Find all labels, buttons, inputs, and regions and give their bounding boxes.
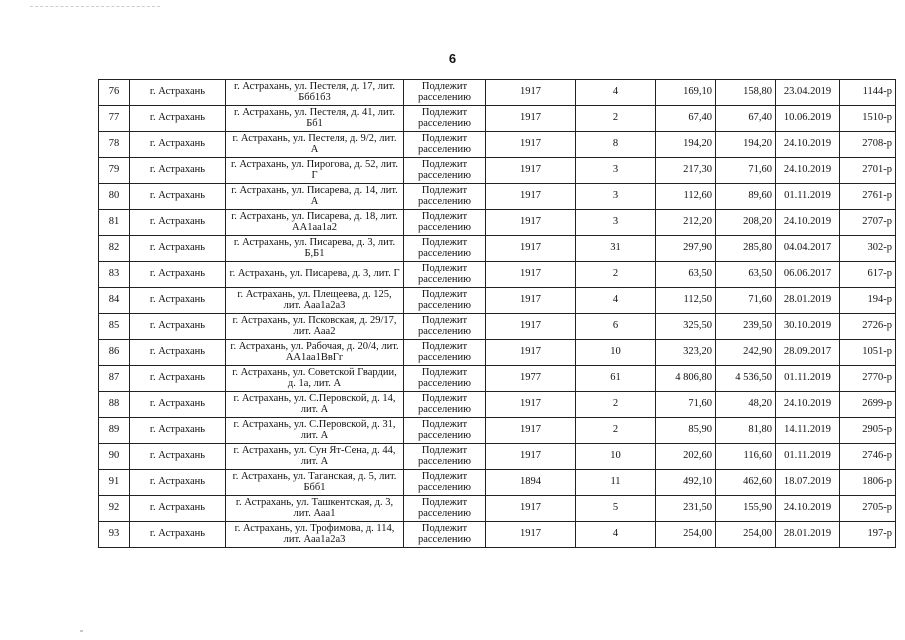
address-cell: г. Астрахань, ул. Писарева, д. 18, лит. АА1аа1а2 bbox=[226, 210, 404, 236]
row-number: 88 bbox=[99, 392, 130, 418]
decision-date-cell: 24.10.2019 bbox=[776, 158, 840, 184]
order-number-cell: 2905-р bbox=[840, 418, 896, 444]
scan-artifact bbox=[30, 6, 160, 10]
living-area-cell: 155,90 bbox=[716, 496, 776, 522]
total-area-cell: 202,60 bbox=[656, 444, 716, 470]
decision-date-cell: 28.09.2017 bbox=[776, 340, 840, 366]
living-area-cell: 63,50 bbox=[716, 262, 776, 288]
status-cell: Подлежит расселению bbox=[404, 132, 486, 158]
decision-date-cell: 24.10.2019 bbox=[776, 496, 840, 522]
row-number: 89 bbox=[99, 418, 130, 444]
city-cell: г. Астрахань bbox=[130, 392, 226, 418]
order-number-cell: 2699-р bbox=[840, 392, 896, 418]
row-number: 80 bbox=[99, 184, 130, 210]
table-row bbox=[99, 366, 896, 392]
order-number-cell: 1144-р bbox=[840, 80, 896, 106]
address-cell: г. Астрахань, ул. Пирогова, д. 52, лит. Г bbox=[226, 158, 404, 184]
decision-date-cell: 28.01.2019 bbox=[776, 288, 840, 314]
living-area-cell: 239,50 bbox=[716, 314, 776, 340]
address-cell: г. Астрахань, ул. Пестеля, д. 41, лит. Бб1 bbox=[226, 106, 404, 132]
living-area-cell: 67,40 bbox=[716, 106, 776, 132]
address-cell: г. Астрахань, ул. Пестеля, д. 9/2, лит. А bbox=[226, 132, 404, 158]
row-number: 79 bbox=[99, 158, 130, 184]
residents-count-cell: 2 bbox=[576, 392, 656, 418]
table-row bbox=[99, 132, 896, 158]
table-row bbox=[99, 158, 896, 184]
decision-date-cell: 24.10.2019 bbox=[776, 392, 840, 418]
residents-count-cell: 2 bbox=[576, 106, 656, 132]
residents-count-cell: 4 bbox=[576, 288, 656, 314]
total-area-cell: 323,20 bbox=[656, 340, 716, 366]
decision-date-cell: 01.11.2019 bbox=[776, 366, 840, 392]
row-number: 78 bbox=[99, 132, 130, 158]
row-number: 90 bbox=[99, 444, 130, 470]
year-built-cell: 1917 bbox=[486, 418, 576, 444]
address-cell: г. Астрахань, ул. С.Перовской, д. 31, лит. А bbox=[226, 418, 404, 444]
row-number: 85 bbox=[99, 314, 130, 340]
city-cell: г. Астрахань bbox=[130, 496, 226, 522]
city-cell: г. Астрахань bbox=[130, 288, 226, 314]
total-area-cell: 212,20 bbox=[656, 210, 716, 236]
total-area-cell: 254,00 bbox=[656, 522, 716, 548]
decision-date-cell: 04.04.2017 bbox=[776, 236, 840, 262]
residents-count-cell: 31 bbox=[576, 236, 656, 262]
total-area-cell: 67,40 bbox=[656, 106, 716, 132]
table-row bbox=[99, 444, 896, 470]
city-cell: г. Астрахань bbox=[130, 236, 226, 262]
residents-count-cell: 4 bbox=[576, 522, 656, 548]
row-number: 82 bbox=[99, 236, 130, 262]
row-number: 91 bbox=[99, 470, 130, 496]
order-number-cell: 2746-р bbox=[840, 444, 896, 470]
living-area-cell: 89,60 bbox=[716, 184, 776, 210]
address-cell: г. Астрахань, ул. Плещеева, д. 125, лит. Ааа1а2а3 bbox=[226, 288, 404, 314]
table-row bbox=[99, 418, 896, 444]
living-area-cell: 71,60 bbox=[716, 158, 776, 184]
table-row bbox=[99, 340, 896, 366]
total-area-cell: 112,50 bbox=[656, 288, 716, 314]
address-cell: г. Астрахань, ул. Пестеля, д. 17, лит. Ббб1б3 bbox=[226, 80, 404, 106]
table-row bbox=[99, 288, 896, 314]
residents-count-cell: 3 bbox=[576, 184, 656, 210]
table-row bbox=[99, 496, 896, 522]
status-cell: Подлежит расселению bbox=[404, 236, 486, 262]
total-area-cell: 194,20 bbox=[656, 132, 716, 158]
row-number: 92 bbox=[99, 496, 130, 522]
living-area-cell: 158,80 bbox=[716, 80, 776, 106]
living-area-cell: 242,90 bbox=[716, 340, 776, 366]
row-number: 93 bbox=[99, 522, 130, 548]
residents-count-cell: 3 bbox=[576, 158, 656, 184]
address-cell: г. Астрахань, ул. Писарева, д. 3, лит. Г bbox=[226, 262, 404, 288]
decision-date-cell: 23.04.2019 bbox=[776, 80, 840, 106]
address-cell: г. Астрахань, ул. Сун Ят-Сена, д. 44, лит. А bbox=[226, 444, 404, 470]
decision-date-cell: 01.11.2019 bbox=[776, 184, 840, 210]
residents-count-cell: 10 bbox=[576, 340, 656, 366]
city-cell: г. Астрахань bbox=[130, 132, 226, 158]
address-cell: г. Астрахань, ул. Писарева, д. 3, лит. Б,Б1 bbox=[226, 236, 404, 262]
year-built-cell: 1917 bbox=[486, 80, 576, 106]
address-cell: г. Астрахань, ул. Трофимова, д. 114, лит. Ааа1а2а3 bbox=[226, 522, 404, 548]
total-area-cell: 63,50 bbox=[656, 262, 716, 288]
living-area-cell: 71,60 bbox=[716, 288, 776, 314]
residents-count-cell: 8 bbox=[576, 132, 656, 158]
order-number-cell: 1051-р bbox=[840, 340, 896, 366]
city-cell: г. Астрахань bbox=[130, 418, 226, 444]
address-cell: г. Астрахань, ул. Таганская, д. 5, лит. Ббб1 bbox=[226, 470, 404, 496]
row-number: 81 bbox=[99, 210, 130, 236]
status-cell: Подлежит расселению bbox=[404, 522, 486, 548]
city-cell: г. Астрахань bbox=[130, 158, 226, 184]
residents-count-cell: 4 bbox=[576, 80, 656, 106]
total-area-cell: 112,60 bbox=[656, 184, 716, 210]
order-number-cell: 617-р bbox=[840, 262, 896, 288]
address-cell: г. Астрахань, ул. Псковская, д. 29/17, лит. Ааа2 bbox=[226, 314, 404, 340]
status-cell: Подлежит расселению bbox=[404, 366, 486, 392]
living-area-cell: 462,60 bbox=[716, 470, 776, 496]
status-cell: Подлежит расселению bbox=[404, 288, 486, 314]
residents-count-cell: 3 bbox=[576, 210, 656, 236]
status-cell: Подлежит расселению bbox=[404, 262, 486, 288]
decision-date-cell: 18.07.2019 bbox=[776, 470, 840, 496]
residents-count-cell: 5 bbox=[576, 496, 656, 522]
address-cell: г. Астрахань, ул. Рабочая, д. 20/4, лит. АА1аа1ВвГг bbox=[226, 340, 404, 366]
table-row bbox=[99, 314, 896, 340]
living-area-cell: 194,20 bbox=[716, 132, 776, 158]
order-number-cell: 197-р bbox=[840, 522, 896, 548]
order-number-cell: 2705-р bbox=[840, 496, 896, 522]
order-number-cell: 2707-р bbox=[840, 210, 896, 236]
table-row bbox=[99, 262, 896, 288]
status-cell: Подлежит расселению bbox=[404, 80, 486, 106]
decision-date-cell: 06.06.2017 bbox=[776, 262, 840, 288]
address-cell: г. Астрахань, ул. Ташкентская, д. 3, лит. Ааа1 bbox=[226, 496, 404, 522]
table-row bbox=[99, 210, 896, 236]
housing-registry-table bbox=[98, 79, 896, 548]
year-built-cell: 1977 bbox=[486, 366, 576, 392]
residents-count-cell: 2 bbox=[576, 418, 656, 444]
total-area-cell: 492,10 bbox=[656, 470, 716, 496]
living-area-cell: 208,20 bbox=[716, 210, 776, 236]
living-area-cell: 254,00 bbox=[716, 522, 776, 548]
status-cell: Подлежит расселению bbox=[404, 184, 486, 210]
status-cell: Подлежит расселению bbox=[404, 340, 486, 366]
status-cell: Подлежит расселению bbox=[404, 314, 486, 340]
city-cell: г. Астрахань bbox=[130, 366, 226, 392]
total-area-cell: 4 806,80 bbox=[656, 366, 716, 392]
year-built-cell: 1917 bbox=[486, 132, 576, 158]
residents-count-cell: 10 bbox=[576, 444, 656, 470]
status-cell: Подлежит расселению bbox=[404, 392, 486, 418]
scan-dot bbox=[80, 630, 83, 632]
year-built-cell: 1894 bbox=[486, 470, 576, 496]
status-cell: Подлежит расселению bbox=[404, 470, 486, 496]
decision-date-cell: 24.10.2019 bbox=[776, 132, 840, 158]
city-cell: г. Астрахань bbox=[130, 340, 226, 366]
residents-count-cell: 61 bbox=[576, 366, 656, 392]
decision-date-cell: 01.11.2019 bbox=[776, 444, 840, 470]
order-number-cell: 2708-р bbox=[840, 132, 896, 158]
total-area-cell: 85,90 bbox=[656, 418, 716, 444]
table-row bbox=[99, 236, 896, 262]
city-cell: г. Астрахань bbox=[130, 262, 226, 288]
status-cell: Подлежит расселению bbox=[404, 496, 486, 522]
order-number-cell: 194-р bbox=[840, 288, 896, 314]
table-row bbox=[99, 184, 896, 210]
row-number: 77 bbox=[99, 106, 130, 132]
decision-date-cell: 28.01.2019 bbox=[776, 522, 840, 548]
status-cell: Подлежит расселению bbox=[404, 210, 486, 236]
row-number: 84 bbox=[99, 288, 130, 314]
year-built-cell: 1917 bbox=[486, 288, 576, 314]
decision-date-cell: 14.11.2019 bbox=[776, 418, 840, 444]
table-row bbox=[99, 522, 896, 548]
decision-date-cell: 24.10.2019 bbox=[776, 210, 840, 236]
table-row bbox=[99, 470, 896, 496]
table-row bbox=[99, 106, 896, 132]
total-area-cell: 71,60 bbox=[656, 392, 716, 418]
city-cell: г. Астрахань bbox=[130, 80, 226, 106]
address-cell: г. Астрахань, ул. Советской Гвардии, д. 1а, лит. А bbox=[226, 366, 404, 392]
year-built-cell: 1917 bbox=[486, 106, 576, 132]
living-area-cell: 48,20 bbox=[716, 392, 776, 418]
living-area-cell: 116,60 bbox=[716, 444, 776, 470]
status-cell: Подлежит расселению bbox=[404, 418, 486, 444]
year-built-cell: 1917 bbox=[486, 236, 576, 262]
residents-count-cell: 11 bbox=[576, 470, 656, 496]
address-cell: г. Астрахань, ул. С.Перовской, д. 14, лит. А bbox=[226, 392, 404, 418]
year-built-cell: 1917 bbox=[486, 158, 576, 184]
city-cell: г. Астрахань bbox=[130, 470, 226, 496]
year-built-cell: 1917 bbox=[486, 340, 576, 366]
year-built-cell: 1917 bbox=[486, 210, 576, 236]
year-built-cell: 1917 bbox=[486, 392, 576, 418]
row-number: 76 bbox=[99, 80, 130, 106]
order-number-cell: 2701-р bbox=[840, 158, 896, 184]
table-row bbox=[99, 80, 896, 106]
order-number-cell: 1806-р bbox=[840, 470, 896, 496]
city-cell: г. Астрахань bbox=[130, 314, 226, 340]
residents-count-cell: 2 bbox=[576, 262, 656, 288]
year-built-cell: 1917 bbox=[486, 314, 576, 340]
living-area-cell: 4 536,50 bbox=[716, 366, 776, 392]
city-cell: г. Астрахань bbox=[130, 210, 226, 236]
row-number: 87 bbox=[99, 366, 130, 392]
decision-date-cell: 10.06.2019 bbox=[776, 106, 840, 132]
living-area-cell: 81,80 bbox=[716, 418, 776, 444]
city-cell: г. Астрахань bbox=[130, 522, 226, 548]
year-built-cell: 1917 bbox=[486, 496, 576, 522]
order-number-cell: 1510-р bbox=[840, 106, 896, 132]
year-built-cell: 1917 bbox=[486, 262, 576, 288]
page-number: 6 bbox=[448, 51, 457, 66]
address-cell: г. Астрахань, ул. Писарева, д. 14, лит. А bbox=[226, 184, 404, 210]
city-cell: г. Астрахань bbox=[130, 106, 226, 132]
order-number-cell: 302-р bbox=[840, 236, 896, 262]
living-area-cell: 285,80 bbox=[716, 236, 776, 262]
status-cell: Подлежит расселению bbox=[404, 158, 486, 184]
order-number-cell: 2770-р bbox=[840, 366, 896, 392]
decision-date-cell: 30.10.2019 bbox=[776, 314, 840, 340]
city-cell: г. Астрахань bbox=[130, 444, 226, 470]
city-cell: г. Астрахань bbox=[130, 184, 226, 210]
total-area-cell: 325,50 bbox=[656, 314, 716, 340]
order-number-cell: 2726-р bbox=[840, 314, 896, 340]
order-number-cell: 2761-р bbox=[840, 184, 896, 210]
total-area-cell: 217,30 bbox=[656, 158, 716, 184]
year-built-cell: 1917 bbox=[486, 444, 576, 470]
status-cell: Подлежит расселению bbox=[404, 444, 486, 470]
residents-count-cell: 6 bbox=[576, 314, 656, 340]
table-body bbox=[99, 80, 896, 548]
total-area-cell: 297,90 bbox=[656, 236, 716, 262]
table-row bbox=[99, 392, 896, 418]
status-cell: Подлежит расселению bbox=[404, 106, 486, 132]
year-built-cell: 1917 bbox=[486, 184, 576, 210]
row-number: 83 bbox=[99, 262, 130, 288]
row-number: 86 bbox=[99, 340, 130, 366]
year-built-cell: 1917 bbox=[486, 522, 576, 548]
total-area-cell: 169,10 bbox=[656, 80, 716, 106]
total-area-cell: 231,50 bbox=[656, 496, 716, 522]
